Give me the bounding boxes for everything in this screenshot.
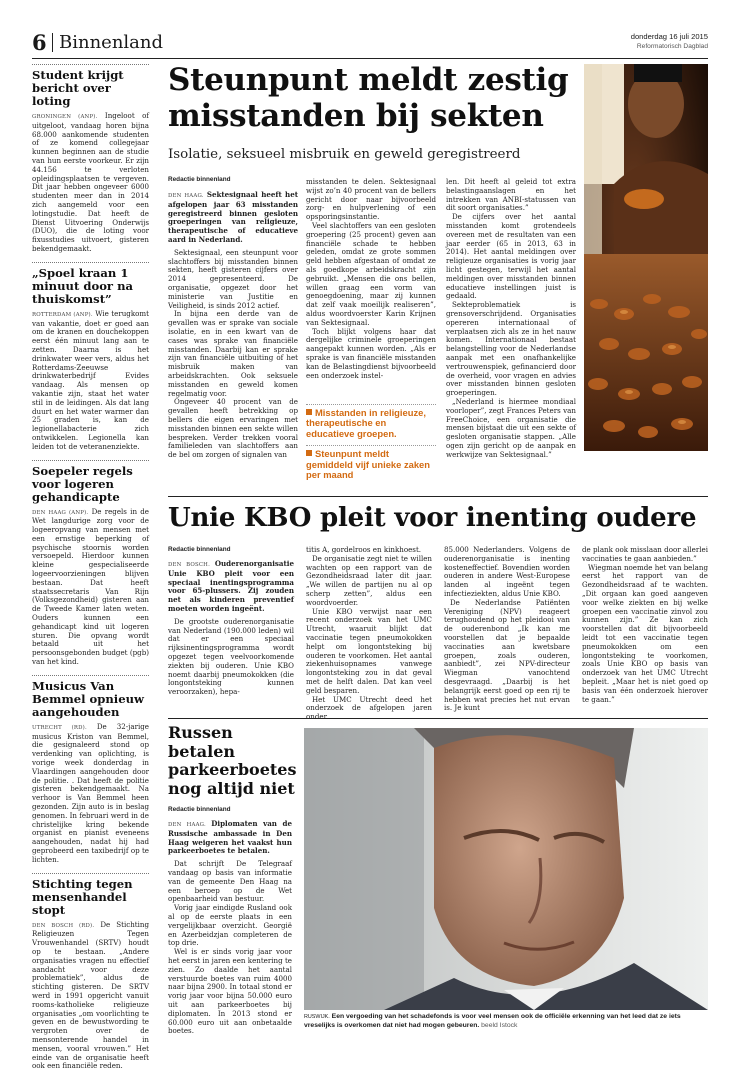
body-text: In bijna een derde van de gevallen was er sprake van sociale isolatie, en in een kwart van de cases was sprake van financiële misstanden. Daarbij kan er sprake zijn van financiële uitbuiting of het misbruik maken van arbeidskrachten. Ook seksuele misstanden en geweld komen regelmatig voor. [168, 309, 298, 398]
market-photo-image [584, 64, 708, 451]
intro-text: Sektesignaal heeft het afgelopen jaar 63 misstanden geregistreerd binnen gesloten groeperingen van religieuze, therapeutische of educatieve aard in Nederland. [168, 190, 299, 244]
news-brief [32, 64, 149, 254]
paragraph [444, 599, 570, 713]
man-photo-image [304, 728, 708, 1010]
dateline: ROTTERDAM (ANP). [32, 311, 93, 318]
header-divider [52, 33, 53, 52]
brief-body [32, 921, 149, 1071]
paragraph [168, 820, 292, 856]
caption-text: Een vergoeding van het schadefonds is voor veel mensen ook de officiële erkenning van het leed dat ze iets vreselijks is overkomen dat niet had mogen gebeuren. [304, 1013, 681, 1029]
body-text: De cijfers over het aantal misstanden komt grotendeels overeen met de resultaten van een jaar eerder (65 in 2013, 63 in 2014). Het aantal meldingen over religieuze organisaties is vorig jaar licht gestegen, terwijl het aantal meldingen over misstanden binnen educatieve instellingen juist is gedaald. [446, 212, 576, 301]
paragraph [306, 222, 436, 328]
body-text: „Nederland is hiermee mondiaal voorloper”, zegt Frances Peters van FreeChoice, een organisatie die mensen bijstaat die uit een sekte of gesloten organisatie stappen. „Alle ogen zijn gericht op de aanpak en werkwijze van Sektesignaal.” [446, 396, 576, 459]
article3-byline: Redactie binnenland [168, 806, 231, 813]
square-bullet-icon [306, 409, 312, 415]
article1-col2 [306, 178, 436, 380]
news-brief [32, 262, 149, 452]
body-text: Toch blijkt volgens haar dat dergelijke criminele groeperingen aangepakt kunnen worden. „Als er sprake is van financiële misstanden kan de Belastingdienst bijvoorbeeld een onderzoek instel- [306, 326, 436, 380]
paragraph [446, 178, 576, 213]
paragraph [168, 948, 292, 1036]
paragraph [306, 178, 436, 222]
brief-title: Student krijgt bericht over loting [32, 68, 124, 108]
caption-label: RUSWIJK. [304, 1014, 330, 1020]
body-text: De grootste ouderenorganisatie van Nederland (190.000 leden) wil dat er een speciaal rijksinentingsprogramma wordt opgezet tegen veelvoorkomende ziekten bij ouderen. Unie KBO noemt daarbij pneumokokken (die longontsteking kunnen veroorzaken), hepa- [168, 616, 294, 697]
body-text: Unie KBO verwijst naar een recent onderzoek van het UMC Utrecht, waaruit blijkt dat vaccinatie tegen pneumokokken helpt om longontsteking bij ouderen te voorkomen. Het aantal ziekenhuisopnames vanwege longontsteking zou in dat geval met de helft dalen. Dat kan veel geld besparen. [306, 606, 432, 695]
intro-text: Diplomaten van de Russische ambassade in Den Haag weigeren het vaakst hun parkeerboetes te betalen. [168, 819, 292, 856]
body-text: misstanden te delen. Sektesignaal wijst zo’n 40 procent van de bellers gericht door naar bijvoorbeeld zorg- en hulpverlening of een opsporingsinstantie. [306, 177, 436, 222]
square-bullet-icon [306, 450, 312, 456]
article2-col2 [306, 546, 432, 722]
paragraph [446, 301, 576, 398]
brief-rule [32, 675, 149, 676]
brief-title: Musicus Van Bemmel opnieuw aangehouden [32, 678, 144, 719]
photo-caption [304, 1013, 708, 1030]
caption-credit: beeld Istock [481, 1021, 518, 1029]
paragraph [306, 555, 432, 608]
body-text: Veel slachtoffers van een gesloten groepering (25 procent) geven aan financiële schade te hebben geleden, omdat ze grote sommen geld hebben afgestaan of omdat ze als goedkope arbeidskracht zijn gebruikt. „Mensen die ons bellen, willen graag een vorm van genoegdoening, maar zij kunnen dat zelf vaak moeilijk realiseren”, aldus woordvoerster Karin Krijnen van Sektesignaal. [306, 220, 436, 327]
brief-body [32, 508, 149, 667]
brief-paragraph [32, 112, 149, 254]
body-text: Wiegman noemde het van belang eerst het rapport van de Gezondheidsraad af te wachten. „Dit orgaan kan goed aangeven voor welke ziekten en bij welke groepen een vaccinatie zinvol zou kunnen zijn.” Ze kan zich voorstellen dat dit bijvoorbeeld leidt tot een vaccinatie tegen pneumokokken om een longontsteking te voorkomen, zoals Unie KBO op basis van onderzoek van het UMC Utrecht bepleit. „Maar het is niet goed op basis van één onderzoek hierover te gaan.” [582, 562, 708, 704]
page-number: 6 [32, 30, 47, 55]
dateline: DEN HAAG (ANP). [32, 509, 89, 516]
body-text: De Nederlandse Patiënten Vereniging (NPV) reageert terughoudend op het pleidooi van de ouderenbond „Ik kan me voorstellen dat je bepaalde vaccinaties aan kwetsbare groepen, zoals ouderen, aanbiedt”, zei NPV-directeur Wiegman vanochtend desgevraagd. „Daarbij is het belangrijk eerst goed op een rij te hebben wat precies het nut ervan is. Je kunt [444, 597, 570, 713]
body-text: 85.000 Nederlanders. Volgens de ouderenorganisatie is inenting kosteneffectief. Bovendien worden ouderen in andere West-Europese landen al ingeënt tegen infectieziekten, aldus Unie KBO. [444, 545, 570, 598]
paragraph [168, 618, 294, 697]
brief-title: Stichting tegen mensenhandel stopt [32, 876, 133, 917]
body-text: Ongeveer 40 procent van de gevallen heeft betrekking op bellers die eigen ervaringen met misstanden binnen een sekte willen bespreken. Verder trekken vooral familieleden van slachtoffers aan de bel om zorgen of signalen van [168, 397, 298, 460]
intro-text: Ouderenorganisatie Unie KBO pleit voor een speciaal inentingsprogramma voor 65-plussers. Zij zouden net als kinderen preventief moeten worden ingeënt. [168, 559, 294, 613]
brief-rule [32, 64, 149, 65]
paragraph [582, 564, 708, 705]
paragraph [446, 398, 576, 460]
paragraph [306, 608, 432, 696]
body-text: Vorig jaar eindigde Rusland ook al op de eerste plaats in een vergelijkbaar overzicht. Georgië en Azerbeidzjan completeren de top drie. [168, 903, 292, 948]
dateline: DEN BOSCH. [168, 562, 210, 568]
paragraph [168, 860, 292, 904]
page-header [32, 30, 708, 56]
article1-pullquotes [306, 404, 436, 486]
brief-title: „Spoel kraan 1 minuut door na thuiskomst” [32, 265, 134, 306]
article1-headline: Steunpunt meldt zestig misstanden bij sekten [168, 62, 569, 134]
header-date: donderdag 16 juli 2015 [630, 32, 708, 41]
pull-quote [306, 404, 436, 439]
paragraph [306, 328, 436, 381]
pull-quote-text: Steunpunt meldt gemiddeld vijf unieke zaken per maand [306, 448, 430, 481]
article1-col3 [446, 178, 576, 460]
article1-subhead: Isolatie, seksueel misbruik en geweld geregistreerd [168, 147, 521, 162]
brief-text: Wie terugkomt van vakantie, doet er goed aan om de kranen en douchekoppen eerst één minuut lang aan te zetten. Daarna is het drinkwater weer vers, aldus het Rotterdams-Zeeuwse drinkwaterbedrijf Evides vandaag. Als mensen op vakantie zijn, staat het water stil in de leidingen. Als dat lang duurt en het water warmer dan 25 graden is, kan de legionellabacterie zich ontwikkelen. Legionella kan leiden tot de veteranenziekte. [32, 308, 149, 451]
section-title: Binnenland [59, 32, 164, 53]
body-text: len. Dit heeft al geleid tot extra belastingaanslagen en het intrekken van ANBI-statussen van dit soort organisaties.” [446, 177, 576, 213]
article1-bottom-rule [168, 496, 708, 497]
header-rule [32, 58, 708, 59]
news-brief-sidebar [32, 64, 150, 1071]
body-text: Sekteproblematiek is grensoverschrijdend. Organisaties opereren internationaal of verplaatsen zich als ze in het nauw komen. Internationaal bestaat belangstelling voor de Nederlandse aanpak met een onafhankelijke vertrouwenspiek, gefinancierd door de overheid, voor vragen en advies over misstanden binnen gesloten groeperingen. [446, 300, 576, 398]
brief-text: De Stichting Religieuzen Tegen Vrouwenhandel (SRTV) houdt op te bestaan. „Andere organisaties vragen nu effectief aandacht voor deze problematiek”, aldus de stichting gisteren. De SRTV werd in 1991 opgericht vanuit rooms-katholieke religieuze organisaties „om voorlichting te geven en de bewustwording te vergroten over de mensonterende handel in mensen, vooral vrouwen.” Het einde van de organisatie heeft ook een financiële reden. [32, 919, 150, 1071]
dateline: DEN BOSCH (RD). [32, 922, 95, 929]
dateline: GRONINGEN (ANP). [32, 114, 98, 120]
brief-paragraph [32, 310, 149, 452]
paragraph [168, 560, 294, 614]
body-text: de plank ook misslaan door allerlei vaccinaties te gaan aanbieden.” [582, 545, 708, 563]
brief-paragraph [32, 723, 149, 865]
article2-byline: Redactie binnenland [168, 546, 231, 553]
brief-body [32, 310, 149, 452]
brief-text: Ingeloot of uitgeloot, vandaag horen bijna 68.000 aankomende studenten of ze komend collegejaar kunnen beginnen aan de studie van hun eerste voorkeur. Er zijn 44.156 te verloten opleidingsplaatsen te vergeven. Dit jaar hebben ongeveer 6000 studenten meer dan in 2014 zich aangemeld voor een lotingstudie. Dat heeft de Dienst Uitvoering Onderwijs (DUO), die de loting voor fixusstudies uitvoert, gisteren bekendgemaakt. [32, 111, 149, 253]
brief-paragraph [32, 508, 149, 667]
brief-body [32, 112, 149, 254]
news-brief [32, 873, 149, 1071]
body-text: Wel is er sinds vorig jaar voor het eerst in jaren een kentering te zien. Zo daalde het aantal verstuurde boetes van ruim 4000 naar bijna 2900. In totaal stond er vorig jaar voor bijna 50.000 euro uit aan parkeerboetes bij diplomaten. In 2013 stond er 60.000 euro uit aan onbetaalde boetes. [168, 947, 292, 1036]
paragraph [168, 249, 298, 311]
article-sekten [168, 62, 584, 490]
newspaper-name: Reformatorisch Dagblad [636, 43, 708, 50]
article2-col4 [582, 546, 708, 704]
paragraph [168, 191, 298, 245]
article-unie-kbo [168, 502, 708, 722]
market-photo [584, 64, 708, 451]
brief-title: Soepeler regels voor logeren gehandicapte [32, 463, 133, 504]
man-photo [304, 728, 708, 1010]
body-text: Sektesignaal, een steunpunt voor slachtoffers bij misstanden binnen sekten, heeft gisteren cijfers over 2014 gepresenteerd. De organisatie, opgezet door het ministerie van Justitie en Veiligheid, is sinds 2012 actief. [168, 247, 298, 310]
article2-bottom-rule [168, 718, 708, 719]
body-text: Dat schrijft De Telegraaf vandaag op basis van informatie van de gemeente Den Haag na een beroep op de Wet openbaarheid van bestuur. [168, 859, 292, 904]
dateline: UTRECHT (RD). [32, 724, 87, 731]
article1-col1 [168, 191, 298, 486]
brief-body [32, 723, 149, 865]
article3-headline: Russen betalen parkeerboetes nog altijd niet [168, 723, 297, 798]
article-russen [168, 724, 298, 1044]
brief-rule [32, 460, 149, 461]
news-brief [32, 460, 149, 667]
pull-quote-text: Misstanden in religieuze, therapeutische en educatieve groepen. [306, 407, 426, 439]
body-text: titis A, gordelroos en kinkhoest. [306, 545, 422, 554]
dateline: DEN HAAG. [168, 193, 204, 199]
paragraph [168, 904, 292, 948]
article2-col1 [168, 560, 294, 697]
dateline: DEN HAAG. [168, 822, 206, 828]
article2-headline: Unie KBO pleit voor inenting oudere [168, 503, 697, 533]
brief-paragraph [32, 921, 149, 1071]
brief-text: De 32-jarige musicus Kriston van Bemmel, die gesignaleerd stond op verdenking van oplichting, is vorige week donderdag in Vlaardingen aangehouden door de politie. . Dat heeft de politie gisteren bekendgemaakt. Na verhoor is Van Bemmel heen gezonden. Zijn auto is in beslag genomen. In februari werd in de christelijke kring bekende organist en pianist eveneens aangehouden, nadat hij had geprobeerd een taxibedrijf op te lichten. [32, 721, 149, 864]
news-brief [32, 675, 149, 865]
pull-quote [306, 445, 436, 480]
body-text: Het UMC Utrecht deed het onderzoek de afgelopen jaren onder [306, 694, 432, 722]
paragraph [582, 546, 708, 564]
paragraph [444, 546, 570, 599]
paragraph [446, 213, 576, 301]
body-text: De organisatie zegt niet te willen wachten op een rapport van de Gezondheidsraad later dit jaar. „We willen de partijen nu al op scherp zetten”, aldus een woordvoerder. [306, 553, 432, 607]
paragraph [168, 398, 298, 460]
article1-byline: Redactie binnenland [168, 176, 231, 183]
brief-rule [32, 873, 149, 874]
brief-rule [32, 262, 149, 263]
paragraph [168, 310, 298, 398]
article2-col3 [444, 546, 570, 713]
article3-col1 [168, 820, 292, 1036]
brief-text: De regels in de Wet langdurige zorg voor de logeeropvang van mensen met een ernstige beperking of psychische stoornis worden versoepeld. Hierdoor kunnen kleine gespecialiseerde logeervoorzieningen blijven bestaan. Dat heeft staatssecretaris Van Rijn (Volksgezondheid) gisteren aan de Tweede Kamer laten weten. Ouders kunnen een gehandicapt kind uit logeren sturen. Die opvang wordt betaald uit het persoonsgebonden budget (pgb) van het kind. [32, 506, 149, 667]
